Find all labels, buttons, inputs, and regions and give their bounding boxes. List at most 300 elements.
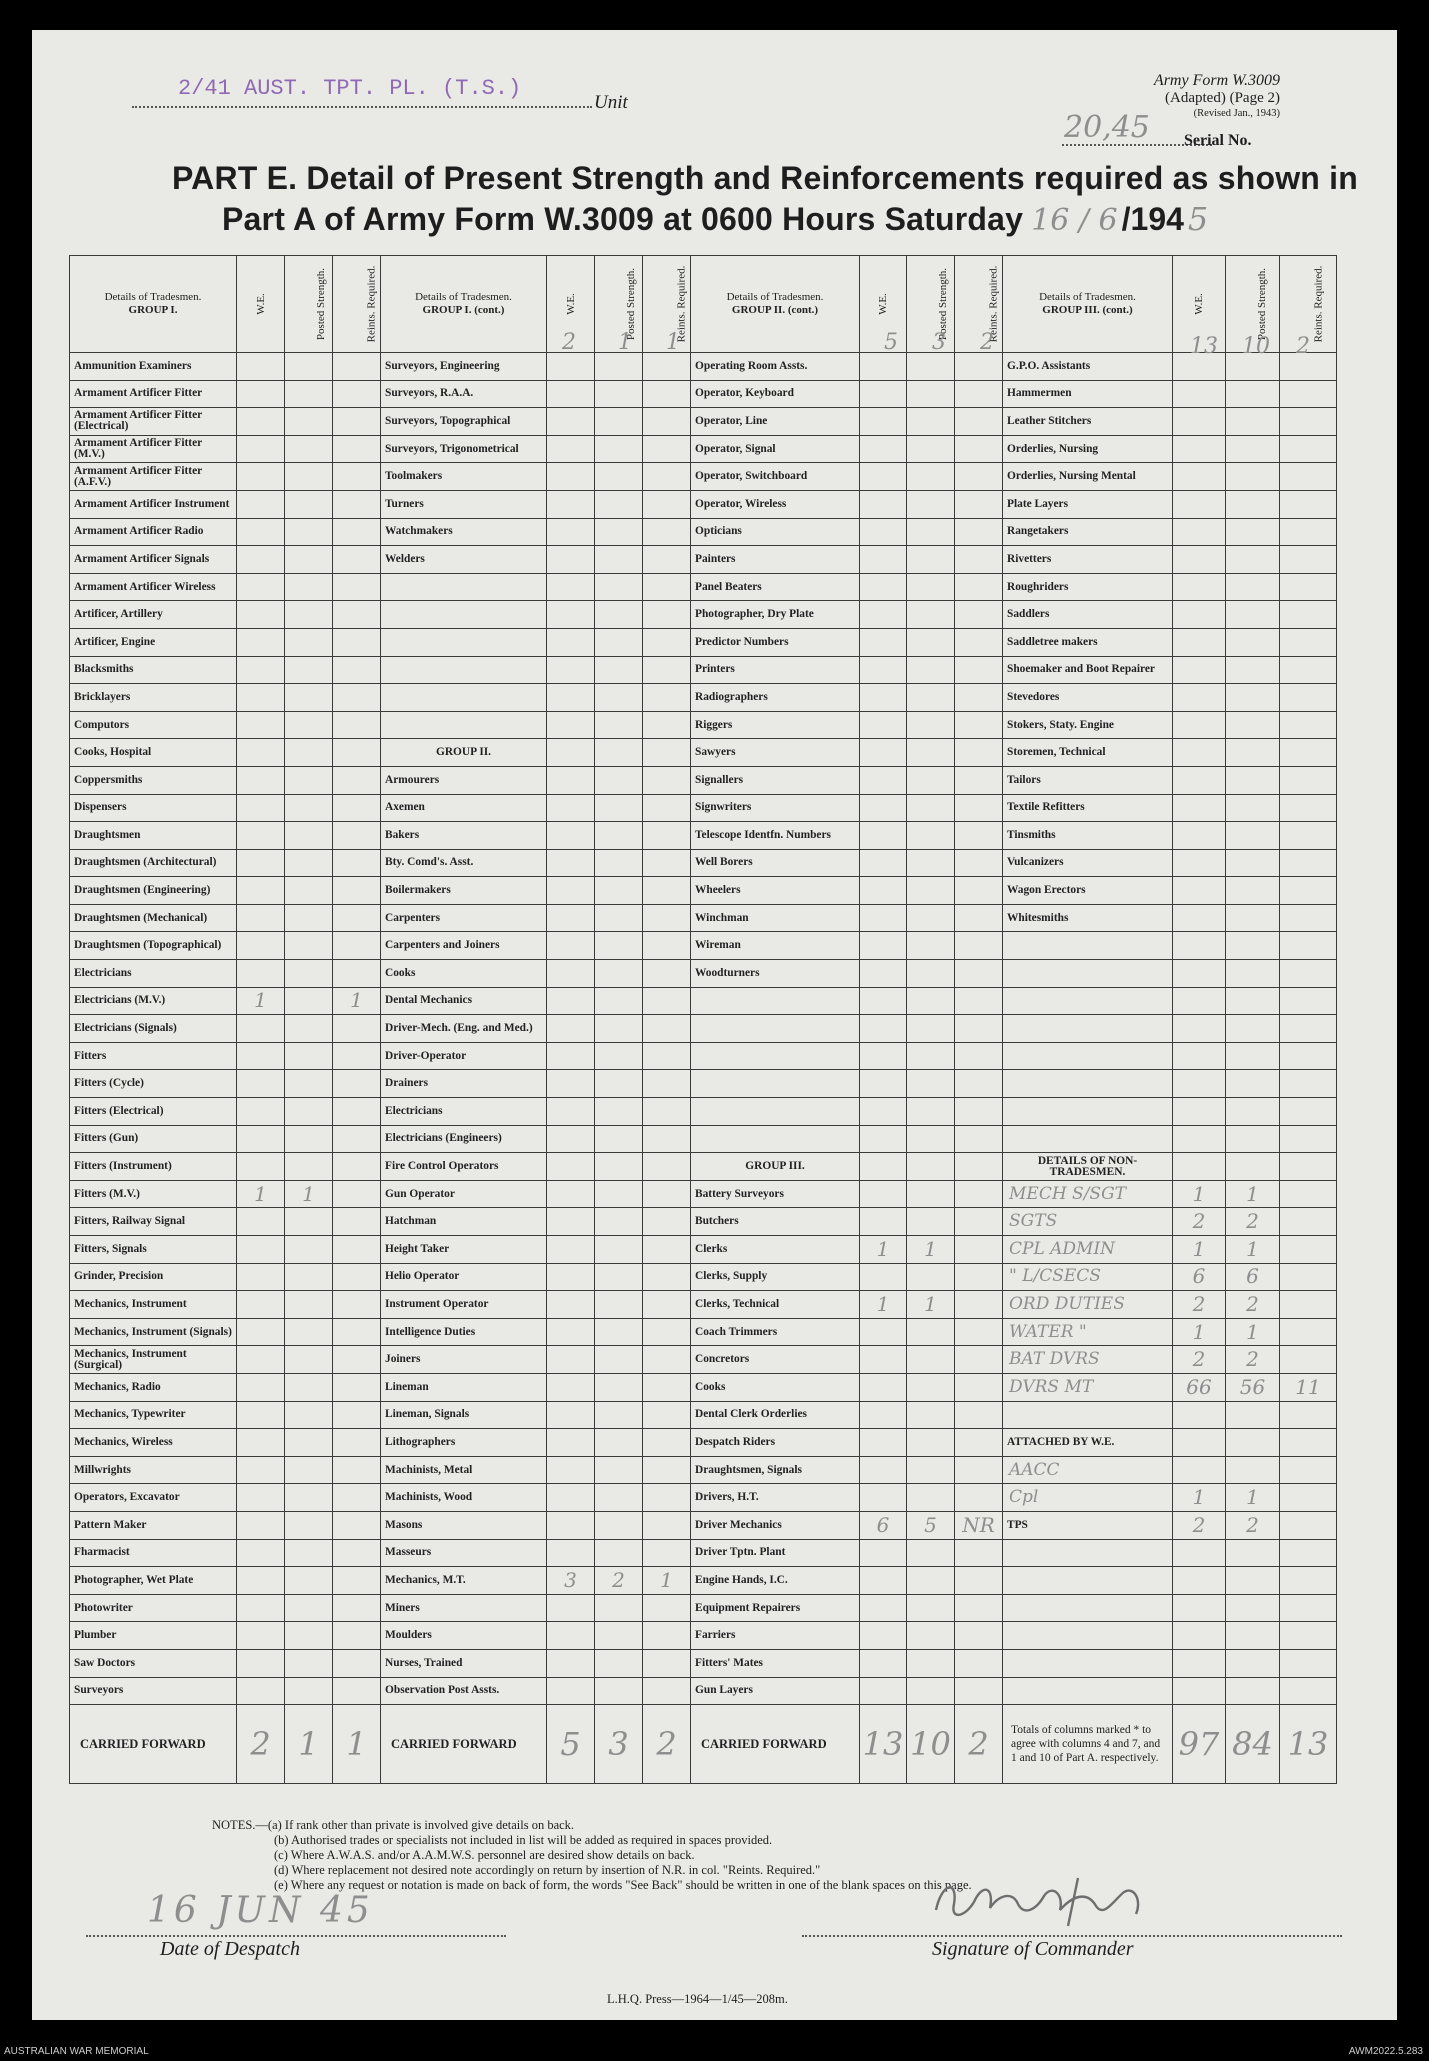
reints-cell [333,1456,381,1484]
posted-cell [285,1070,333,1098]
trade-label: Joiners [381,1346,547,1374]
trade-label: Storemen, Technical [1003,739,1173,767]
header-c3-reints: 2 [980,330,994,355]
posted-cell [595,711,643,739]
posted-cell [1226,573,1280,601]
we-cell: 2 [1173,1511,1226,1539]
posted-cell [285,1236,333,1264]
trade-label: Saddlers [1003,601,1173,629]
reints-cell [333,1539,381,1567]
posted-cell [285,822,333,850]
trade-label: Gun Layers [691,1677,860,1705]
trade-label: Welders [381,546,547,574]
posted-cell [285,877,333,905]
total-c1-we: 2 [237,1705,285,1784]
we-cell [237,1456,285,1484]
reints-cell [955,546,1003,574]
form-sheet [32,30,1397,2020]
trade-label: Battery Surveyors [691,1180,860,1208]
header-group2-cont: Details of Tradesmen. GROUP II. (cont.) [691,256,860,353]
we-cell [1173,794,1226,822]
we-cell [860,1125,907,1153]
trade-label: Draughtsmen (Architectural) [70,849,237,877]
trade-label: Machinists, Metal [381,1456,547,1484]
table-row [70,1208,1337,1236]
reints-cell [955,1042,1003,1070]
trade-label [1003,1125,1173,1153]
posted-cell [595,546,643,574]
posted-cell [1226,546,1280,574]
we-cell [547,656,595,684]
header-c2-reints: 1 [666,330,680,355]
reints-cell [955,1401,1003,1429]
header-group1-cont: Details of Tradesmen. GROUP I. (cont.) [381,256,547,353]
posted-cell [1226,628,1280,656]
trade-label [1003,1622,1173,1650]
reints-cell [955,904,1003,932]
table-row [70,435,1337,463]
posted-cell [907,1373,955,1401]
trade-label: Butchers [691,1208,860,1236]
trade-label: Panel Beaters [691,573,860,601]
reints-cell [1280,766,1337,794]
page-title-line1: PART E. Detail of Present Strength and Reinforcements required as shown in [172,160,1358,196]
posted-cell [1226,463,1280,491]
reints-cell [955,573,1003,601]
trade-label: Armament Artificer Fitter (Electrical) [70,408,237,436]
we-cell [1173,1401,1226,1429]
we-cell [547,1539,595,1567]
table-row [70,794,1337,822]
we-cell [547,987,595,1015]
reints-cell [955,380,1003,408]
posted-cell [595,1649,643,1677]
we-cell [860,408,907,436]
trade-label: Predictor Numbers [691,628,860,656]
reints-cell [1280,601,1337,629]
we-cell: 1 [860,1291,907,1319]
trade-label [381,601,547,629]
reints-cell [643,1042,691,1070]
reints-cell [1280,1539,1337,1567]
reints-cell [333,794,381,822]
reints-cell [643,1180,691,1208]
serial-label: Serial No. [1184,132,1252,149]
trade-label: Painters [691,546,860,574]
reints-cell [643,463,691,491]
posted-cell [907,1456,955,1484]
header-we: W.E. [547,256,595,353]
trade-label [1003,1539,1173,1567]
posted-cell: 2 [1226,1291,1280,1319]
reints-cell [643,1125,691,1153]
posted-cell [595,684,643,712]
total-c4-we: 97 [1173,1705,1226,1784]
we-cell [547,1180,595,1208]
we-cell [237,1098,285,1126]
trade-label: Millwrights [70,1456,237,1484]
trade-label: Mechanics, Typewriter [70,1401,237,1429]
posted-cell [1226,822,1280,850]
trade-label: Bricklayers [70,684,237,712]
reints-cell: NR [955,1511,1003,1539]
reints-cell [1280,1236,1337,1264]
reints-cell [1280,1263,1337,1291]
header-group3-cont: Details of Tradesmen. GROUP III. (cont.) [1003,256,1173,353]
trade-label: Artificer, Engine [70,628,237,656]
reints-cell [955,435,1003,463]
reints-cell [333,1042,381,1070]
trade-label [1003,1042,1173,1070]
reints-cell [333,1070,381,1098]
reints-cell [1280,960,1337,988]
we-cell [860,573,907,601]
reints-cell [643,794,691,822]
reints-cell [643,684,691,712]
posted-cell [285,628,333,656]
reints-cell [955,877,1003,905]
header-c3-we: 5 [884,330,898,355]
posted-cell: 1 [1226,1180,1280,1208]
we-cell [1173,1456,1226,1484]
posted-cell: 1 [1226,1236,1280,1264]
table-row [70,1291,1337,1319]
we-cell [860,1622,907,1650]
table-row [70,380,1337,408]
we-cell [547,1318,595,1346]
we-cell [237,932,285,960]
we-cell [237,463,285,491]
posted-cell [595,904,643,932]
posted-cell [907,849,955,877]
we-cell [237,960,285,988]
trade-label: Wireman [691,932,860,960]
trade-label: Saw Doctors [70,1649,237,1677]
trade-label: Surveyors [70,1677,237,1705]
we-cell [860,794,907,822]
we-cell: 1 [237,987,285,1015]
trade-label: Driver Tptn. Plant [691,1539,860,1567]
trade-label: Toolmakers [381,463,547,491]
total-c4-posted: 84 [1226,1705,1280,1784]
posted-cell [595,518,643,546]
posted-cell [907,546,955,574]
reints-cell [1280,877,1337,905]
we-cell [547,932,595,960]
trade-label [1003,987,1173,1015]
we-cell [860,822,907,850]
table-row [70,1622,1337,1650]
posted-cell [285,435,333,463]
we-cell [547,1015,595,1043]
trade-label: Leather Stitchers [1003,408,1173,436]
table-row [70,490,1337,518]
posted-cell: 2 [595,1567,643,1595]
reints-cell [1280,1208,1337,1236]
we-cell [547,1346,595,1374]
we-cell [547,353,595,381]
reints-cell [955,987,1003,1015]
reints-cell [1280,380,1337,408]
header-we: W.E. [1173,256,1226,353]
trade-label: Equipment Repairers [691,1594,860,1622]
posted-cell [595,1236,643,1264]
trade-label: Tailors [1003,766,1173,794]
trade-label: Stevedores [1003,684,1173,712]
we-cell [237,684,285,712]
reints-cell [333,463,381,491]
posted-cell [285,1208,333,1236]
table-row [70,1539,1337,1567]
reints-cell [643,1318,691,1346]
posted-cell [907,1567,955,1595]
trade-label: Cooks [381,960,547,988]
reints-cell [1280,904,1337,932]
trade-label [381,656,547,684]
posted-cell [595,1622,643,1650]
posted-cell [285,1318,333,1346]
posted-cell [1226,794,1280,822]
trade-label: Height Taker [381,1236,547,1264]
posted-cell [285,1649,333,1677]
trade-label: Armament Artificer Instrument [70,490,237,518]
posted-cell [907,739,955,767]
reints-cell [955,766,1003,794]
posted-cell [285,490,333,518]
trade-label: Operator, Wireless [691,490,860,518]
posted-cell [907,1649,955,1677]
we-cell [237,1263,285,1291]
non-tradesman-entry: DVRS MT [1003,1373,1173,1401]
trade-label: Clerks [691,1236,860,1264]
we-cell [237,408,285,436]
posted-cell: 1 [907,1236,955,1264]
posted-cell [1226,1070,1280,1098]
posted-cell [595,766,643,794]
posted-cell [285,380,333,408]
reints-cell [643,656,691,684]
reints-cell [333,1098,381,1126]
trade-label: Electricians [70,960,237,988]
posted-cell [595,1484,643,1512]
posted-cell [595,1539,643,1567]
reints-cell [333,573,381,601]
table-row [70,1594,1337,1622]
trade-label: Fitters (Instrument) [70,1153,237,1181]
we-cell [1173,546,1226,574]
table-row [70,1180,1337,1208]
reints-cell [955,684,1003,712]
posted-cell [595,1594,643,1622]
table-row [70,1401,1337,1429]
non-tradesman-entry: ORD DUTIES [1003,1291,1173,1319]
we-cell [547,380,595,408]
we-cell [237,628,285,656]
reints-cell [1280,490,1337,518]
non-tradesman-entry: MECH S/SGT [1003,1180,1173,1208]
posted-cell [1226,1401,1280,1429]
trade-label: Coppersmiths [70,766,237,794]
trade-label: Surveyors, Engineering [381,353,547,381]
reints-cell [333,490,381,518]
posted-cell [285,1594,333,1622]
we-cell: 2 [1173,1291,1226,1319]
we-cell [237,877,285,905]
reints-cell [643,573,691,601]
we-cell [547,1236,595,1264]
we-cell [547,1098,595,1126]
trade-label: Plumber [70,1622,237,1650]
posted-cell [285,1263,333,1291]
reints-cell [1280,1594,1337,1622]
posted-cell [907,877,955,905]
we-cell [237,1484,285,1512]
posted-cell [1226,408,1280,436]
reints-cell [1280,1511,1337,1539]
page-title-line2-wrap [222,200,1208,238]
we-cell [547,1429,595,1457]
trade-label: Intelligence Duties [381,1318,547,1346]
we-cell [860,1180,907,1208]
trade-label: GROUP II. [381,739,547,767]
trade-label: Cooks, Hospital [70,739,237,767]
reints-cell [1280,1456,1337,1484]
we-cell [860,1567,907,1595]
we-cell [1173,1539,1226,1567]
posted-cell [285,1677,333,1705]
header-reints: Reints. Required. [333,256,381,353]
posted-cell [285,408,333,436]
trade-label: Fitters (Gun) [70,1125,237,1153]
trade-label: Stokers, Staty. Engine [1003,711,1173,739]
trade-label: Electricians (Signals) [70,1015,237,1043]
note-line: (e) Where any request or notation is made on back of form, the words "See Back" should be written in one of the blank spaces on this page. [274,1878,972,1892]
reints-cell [643,546,691,574]
signature-label: Signature of Commander [932,1938,1134,1960]
trade-label: G.P.O. Assistants [1003,353,1173,381]
posted-cell [595,822,643,850]
we-cell: 1 [1173,1236,1226,1264]
title-year-suffix: 5 [1187,200,1209,238]
table-row [70,1015,1337,1043]
posted-cell: 1 [285,1180,333,1208]
we-cell [860,656,907,684]
posted-cell [907,601,955,629]
posted-cell [907,1153,955,1181]
posted-cell [907,1208,955,1236]
we-cell [547,1291,595,1319]
we-cell [860,766,907,794]
posted-cell [1226,1015,1280,1043]
we-cell: 1 [1173,1484,1226,1512]
reints-cell [643,1677,691,1705]
posted-cell [907,490,955,518]
we-cell [547,435,595,463]
non-tradesman-entry: AACC [1003,1456,1173,1484]
reints-cell [643,1070,691,1098]
trade-label: Roughriders [1003,573,1173,601]
posted-cell [907,1042,955,1070]
posted-cell [595,1015,643,1043]
reints-cell [1280,1070,1337,1098]
trade-label: Electricians (Engineers) [381,1125,547,1153]
reints-cell [333,711,381,739]
trade-label: Drivers, H.T. [691,1484,860,1512]
trade-label: ATTACHED BY W.E. [1003,1429,1173,1457]
reints-cell [955,1346,1003,1374]
trade-label [691,1042,860,1070]
we-cell [1173,573,1226,601]
we-cell [547,960,595,988]
we-cell [860,601,907,629]
trade-label: Machinists, Wood [381,1484,547,1512]
trade-label: Draughtsmen (Engineering) [70,877,237,905]
trade-label: Farriers [691,1622,860,1650]
trade-label: Moulders [381,1622,547,1650]
we-cell [237,656,285,684]
we-cell [860,463,907,491]
posted-cell [1226,1677,1280,1705]
table-row [70,904,1337,932]
we-cell [237,601,285,629]
non-tradesman-entry: Cpl [1003,1484,1173,1512]
posted-cell: 6 [1226,1263,1280,1291]
posted-cell [907,1015,955,1043]
reints-cell [955,794,1003,822]
we-cell [237,546,285,574]
trade-label: Radiographers [691,684,860,712]
we-cell [237,1567,285,1595]
posted-cell [595,1429,643,1457]
posted-cell [1226,1622,1280,1650]
posted-cell [595,1401,643,1429]
posted-cell [285,904,333,932]
total-c2-reints: 2 [643,1705,691,1784]
reints-cell [333,408,381,436]
reints-cell [643,490,691,518]
trade-label: Nurses, Trained [381,1649,547,1677]
we-cell: 1 [1173,1180,1226,1208]
reints-cell [1280,1125,1337,1153]
reints-cell [955,1567,1003,1595]
table-row [70,1567,1337,1595]
reints-cell [955,711,1003,739]
reints-cell [643,1429,691,1457]
we-cell [237,1318,285,1346]
we-cell [1173,1153,1226,1181]
trade-label: Wagon Erectors [1003,877,1173,905]
trade-label [381,711,547,739]
total-c2-posted: 3 [595,1705,643,1784]
we-cell: 3 [547,1567,595,1595]
trade-label [691,1098,860,1126]
total-c2-we: 5 [547,1705,595,1784]
we-cell [860,987,907,1015]
we-cell [1173,463,1226,491]
posted-cell [1226,960,1280,988]
reints-cell [1280,1484,1337,1512]
posted-cell: 1 [1226,1484,1280,1512]
trade-label: Drainers [381,1070,547,1098]
trade-label: Fharmacist [70,1539,237,1567]
reints-cell [333,684,381,712]
reints-cell [333,628,381,656]
non-tradesman-entry: WATER " [1003,1318,1173,1346]
trade-label: Electricians (M.V.) [70,987,237,1015]
trade-label: Pattern Maker [70,1511,237,1539]
we-cell [237,1208,285,1236]
we-cell [860,1677,907,1705]
